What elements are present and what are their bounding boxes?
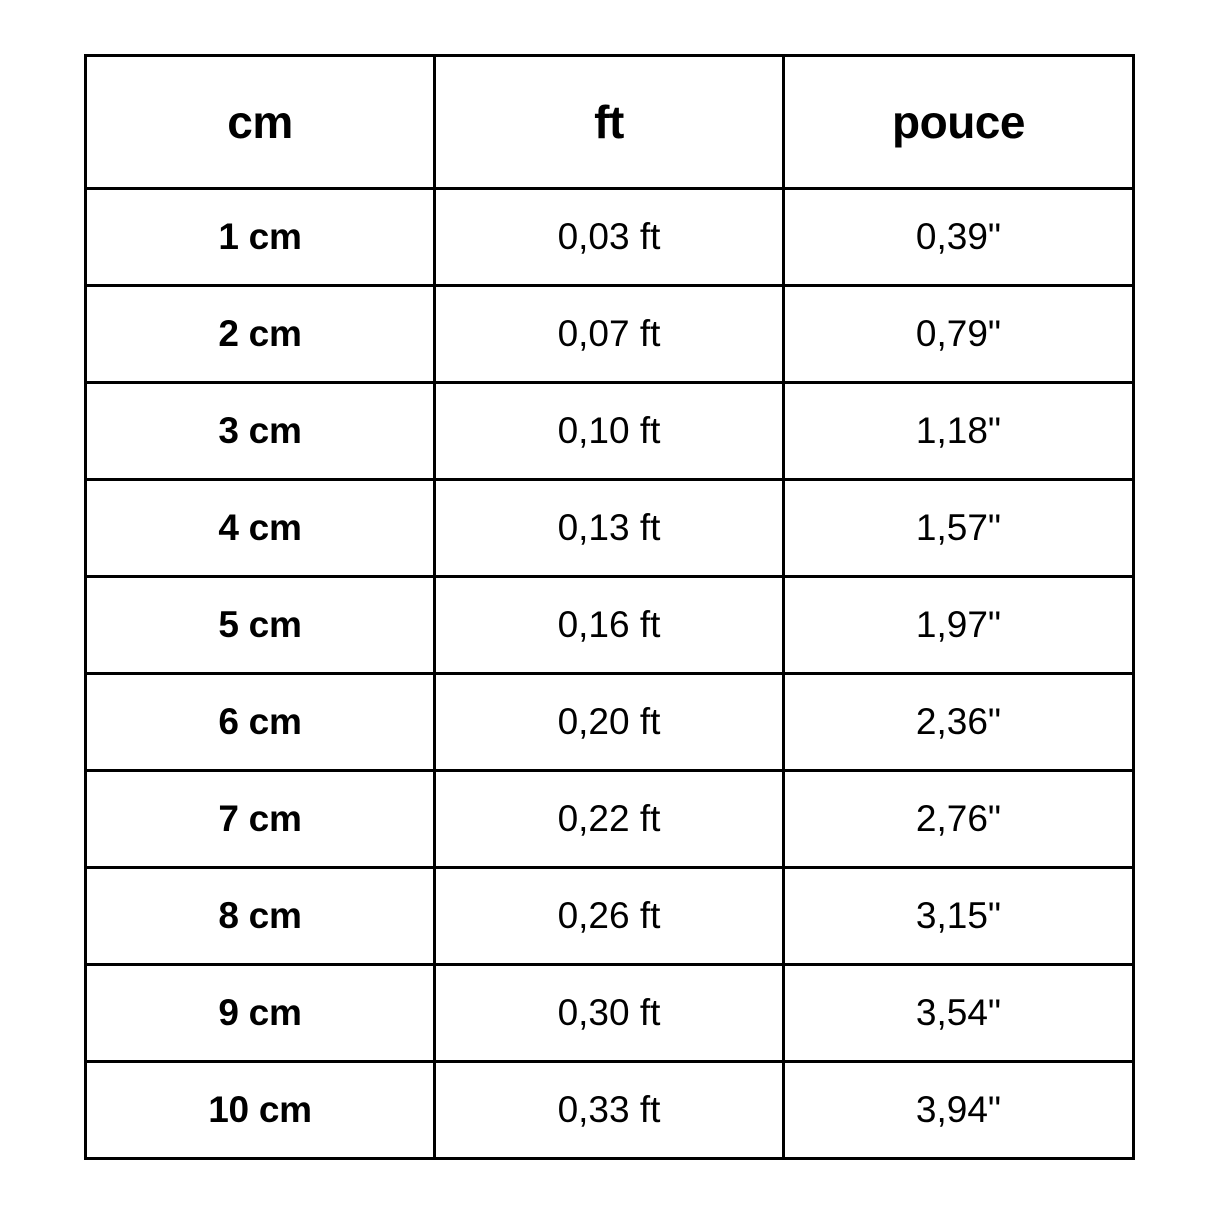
table-row <box>86 674 1134 771</box>
cell-ft: 0,20 ft <box>435 674 784 771</box>
cell-pouce: 3,94" <box>784 1062 1134 1159</box>
cell-cm: 5 cm <box>86 577 435 674</box>
table-row <box>86 383 1134 480</box>
cell-ft: 0,22 ft <box>435 771 784 868</box>
table-row <box>86 1062 1134 1159</box>
cell-ft: 0,07 ft <box>435 286 784 383</box>
cell-ft: 0,13 ft <box>435 480 784 577</box>
cell-pouce: 1,57" <box>784 480 1134 577</box>
cell-cm: 4 cm <box>86 480 435 577</box>
conversion-table <box>84 54 1135 1160</box>
table-row <box>86 480 1134 577</box>
cell-cm: 9 cm <box>86 965 435 1062</box>
cell-cm: 7 cm <box>86 771 435 868</box>
table-row <box>86 286 1134 383</box>
cell-ft: 0,33 ft <box>435 1062 784 1159</box>
table-row <box>86 771 1134 868</box>
cell-cm: 2 cm <box>86 286 435 383</box>
cell-pouce: 0,39" <box>784 189 1134 286</box>
conversion-table-wrapper <box>84 54 1132 1160</box>
table-header-row <box>86 56 1134 189</box>
cell-ft: 0,26 ft <box>435 868 784 965</box>
cell-pouce: 3,54" <box>784 965 1134 1062</box>
cell-pouce: 1,97" <box>784 577 1134 674</box>
cell-pouce: 1,18" <box>784 383 1134 480</box>
cell-ft: 0,10 ft <box>435 383 784 480</box>
cell-cm: 1 cm <box>86 189 435 286</box>
cell-cm: 10 cm <box>86 1062 435 1159</box>
cell-cm: 6 cm <box>86 674 435 771</box>
cell-ft: 0,16 ft <box>435 577 784 674</box>
column-header-ft: ft <box>435 56 784 189</box>
cell-ft: 0,30 ft <box>435 965 784 1062</box>
table-row <box>86 577 1134 674</box>
cell-pouce: 0,79" <box>784 286 1134 383</box>
table-row <box>86 965 1134 1062</box>
table-header <box>86 56 1134 189</box>
column-header-cm: cm <box>86 56 435 189</box>
cell-ft: 0,03 ft <box>435 189 784 286</box>
column-header-pouce: pouce <box>784 56 1134 189</box>
cell-cm: 3 cm <box>86 383 435 480</box>
cell-pouce: 2,76" <box>784 771 1134 868</box>
cell-pouce: 3,15" <box>784 868 1134 965</box>
table-body <box>86 189 1134 1159</box>
cell-cm: 8 cm <box>86 868 435 965</box>
cell-pouce: 2,36" <box>784 674 1134 771</box>
table-row <box>86 868 1134 965</box>
table-row <box>86 189 1134 286</box>
